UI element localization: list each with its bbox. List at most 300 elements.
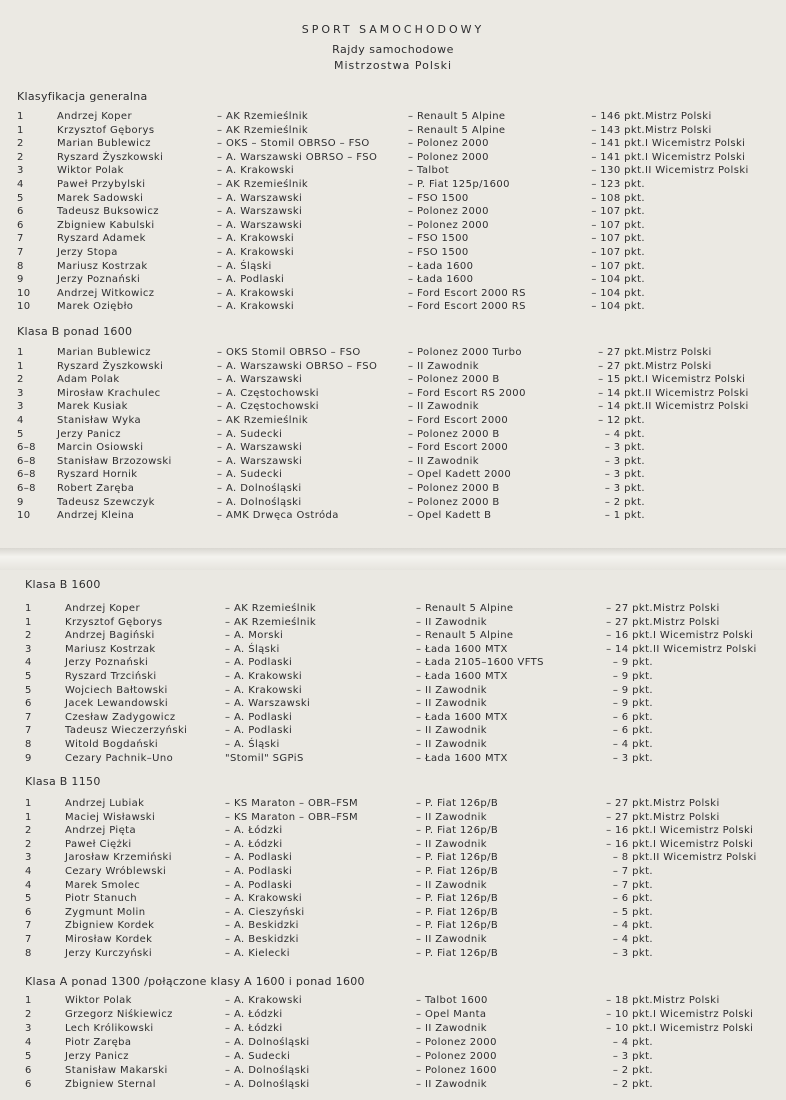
result-row [17, 456, 782, 470]
car-model: – Polonez 2000 [408, 206, 489, 218]
points-cell: – 8 pkt. [612, 852, 653, 864]
points-cell: – 5 pkt. [612, 906, 653, 918]
club-name: – A. Warszawski [217, 455, 303, 467]
rank-cell: 7 [25, 934, 32, 945]
result-row [25, 852, 782, 866]
driver-name: Mirosław Kordek [65, 934, 153, 945]
car-model: – II Zawodnik [416, 838, 487, 850]
rank-cell: 2 [17, 374, 24, 386]
points-cell: – 7 pkt. [612, 879, 653, 891]
car-model: – II Zawodnik [416, 1079, 487, 1090]
driver-name: Zbigniew Kordek [65, 920, 155, 932]
championship-title: I Wicemistrz Polski [653, 825, 754, 837]
driver-name: Stanisław Makarski [65, 1065, 168, 1076]
driver-name: Robert Zaręba [57, 483, 135, 494]
car-model: – P. Fiat 125p/1600 [408, 179, 510, 190]
club-name: – A. Warszawski [217, 374, 303, 386]
car-model: – Polonez 2000 [408, 219, 489, 231]
points-cell: – 4 pkt. [612, 934, 653, 945]
points-cell: – 27 pkt. [598, 360, 645, 372]
club-name: – AK Rzemieślnik [217, 415, 309, 426]
result-row [17, 274, 782, 288]
car-model: – Polonez 2000 B [408, 496, 500, 508]
result-row [25, 893, 782, 907]
club-name: – KS Maraton – OBR–FSM [225, 811, 359, 823]
championship-title: Mistrz Polski [645, 124, 712, 136]
rank-cell: 10 [17, 510, 31, 522]
car-model: – Polonez 2000 [416, 1051, 497, 1062]
driver-name: Mariusz Kostrzak [57, 260, 148, 272]
club-name: – AK Rzemieślnik [217, 111, 309, 122]
result-row [25, 617, 782, 631]
result-row [25, 934, 782, 948]
result-row [25, 825, 782, 839]
points-cell: – 107 pkt. [591, 260, 645, 272]
rank-cell: 4 [25, 1037, 32, 1048]
points-cell: – 12 pkt. [598, 415, 645, 426]
car-model: – II Zawodnik [408, 360, 479, 372]
driver-name: Wiktor Polak [57, 165, 124, 177]
car-model: – Ford Escort 2000 RS [408, 287, 526, 299]
points-cell: – 1 pkt. [604, 510, 645, 522]
driver-name: Mirosław Krachulec [57, 387, 161, 399]
driver-name: Marek Smolec [65, 879, 141, 891]
section-title: Klasa B 1600 [25, 578, 101, 591]
club-name: – A. Dolnośląski [217, 496, 302, 508]
club-name: – A. Krakowski [225, 684, 303, 696]
driver-name: Andrzej Koper [65, 603, 140, 614]
result-row [17, 193, 782, 207]
championship-title: I Wicemistrz Polski [645, 151, 746, 163]
rank-cell: 2 [17, 138, 24, 150]
result-row [17, 179, 782, 193]
result-row [25, 995, 782, 1009]
car-model: – Łada 2105–1600 VFTS [416, 657, 544, 669]
points-cell: – 16 pkt. [606, 838, 653, 850]
result-row [17, 261, 782, 275]
points-cell: – 4 pkt. [612, 739, 653, 750]
rank-cell: 6 [25, 1079, 32, 1090]
driver-name: Zbigniew Kabulski [57, 219, 155, 231]
club-name: – A. Łódzki [225, 825, 283, 837]
points-cell: – 104 pkt. [591, 301, 645, 313]
result-row [25, 920, 782, 934]
result-row [25, 907, 782, 921]
result-row [25, 671, 782, 685]
club-name: – A. Dolnośląski [217, 483, 302, 494]
driver-name: Stanisław Wyka [57, 415, 142, 426]
driver-name: Tadeusz Buksowicz [57, 206, 159, 218]
rank-cell: 6 [25, 906, 32, 918]
points-cell: – 107 pkt. [591, 219, 645, 231]
car-model: – P. Fiat 126p/B [416, 906, 499, 918]
rank-cell: 3 [25, 643, 32, 655]
car-model: – Łada 1600 [408, 260, 474, 272]
club-name: – A. Podlaski [225, 866, 293, 877]
rank-cell: 4 [25, 657, 32, 669]
club-name: – A. Warszawski [217, 206, 303, 218]
club-name: – A. Łódzki [225, 1023, 283, 1034]
rank-cell: 3 [17, 387, 24, 399]
result-row [25, 630, 782, 644]
points-cell: – 6 pkt. [612, 893, 653, 905]
car-model: – II Zawodnik [416, 879, 487, 891]
championship-title: II Wicemistrz Polski [645, 165, 749, 177]
car-model: – II Zawodnik [416, 934, 487, 945]
driver-name: Wiktor Polak [65, 995, 132, 1006]
result-row [25, 798, 782, 812]
rank-cell: 5 [17, 428, 24, 440]
points-cell: – 16 pkt. [606, 825, 653, 837]
result-row [17, 125, 782, 139]
result-row [17, 220, 782, 234]
car-model: – Polonez 2000 Turbo [408, 347, 522, 358]
championship-title: Mistrz Polski [653, 616, 720, 628]
rank-cell: 1 [17, 347, 24, 358]
result-row [25, 603, 782, 617]
driver-name: Paweł Ciężki [65, 838, 132, 850]
result-row [17, 483, 782, 497]
result-row [17, 429, 782, 443]
section-title: Klasyfikacja generalna [17, 90, 148, 103]
points-cell: – 14 pkt. [598, 387, 645, 399]
driver-name: Cezary Pachnik–Uno [65, 752, 174, 764]
rank-cell: 9 [17, 496, 24, 508]
points-cell: – 7 pkt. [612, 866, 653, 877]
driver-name: Jacek Lewandowski [65, 698, 169, 710]
car-model: – P. Fiat 126p/B [416, 798, 499, 809]
result-row [25, 685, 782, 699]
result-row [25, 1037, 782, 1051]
result-row [17, 347, 782, 361]
points-cell: – 9 pkt. [612, 684, 653, 696]
rank-cell: 6 [25, 1065, 32, 1076]
result-row [25, 1009, 782, 1023]
car-model: – Łada 1600 MTX [416, 671, 508, 682]
points-cell: – 9 pkt. [612, 657, 653, 669]
club-name: – A. Cieszyński [225, 906, 305, 918]
result-row [17, 469, 782, 483]
championship-title: Mistrz Polski [645, 111, 712, 122]
rank-cell: 10 [17, 287, 31, 299]
club-name: – AK Rzemieślnik [217, 124, 309, 136]
driver-name: Jerzy Stopa [57, 247, 118, 258]
driver-name: Zbigniew Sternal [65, 1079, 156, 1090]
driver-name: Cezary Wróblewski [65, 866, 167, 877]
points-cell: – 3 pkt. [604, 455, 645, 467]
car-model: – P. Fiat 126p/B [416, 920, 499, 932]
car-model: – Polonez 2000 B [408, 428, 500, 440]
car-model: – Ford Escort 2000 RS [408, 301, 526, 313]
rank-cell: 4 [25, 866, 32, 877]
car-model: – Łada 1600 MTX [416, 711, 508, 723]
rank-cell: 1 [25, 616, 32, 628]
car-model: – II Zawodnik [416, 1023, 487, 1034]
club-name: – A. Śląski [225, 643, 280, 655]
club-name: – A. Śląski [217, 260, 272, 272]
club-name: – A. Kielecki [225, 947, 290, 959]
car-model: – P. Fiat 126p/B [416, 825, 499, 837]
result-row [17, 374, 782, 388]
car-model: – P. Fiat 126p/B [416, 866, 499, 877]
points-cell: – 2 pkt. [604, 496, 645, 508]
driver-name: Krzysztof Gęborys [65, 616, 163, 628]
points-cell: – 9 pkt. [612, 671, 653, 682]
points-cell: – 3 pkt. [604, 483, 645, 494]
car-model: – Polonez 2000 [408, 151, 489, 163]
driver-name: Ryszard Hornik [57, 469, 138, 481]
result-row [17, 247, 782, 261]
car-model: – Talbot [408, 165, 450, 177]
club-name: – A. Dolnośląski [225, 1037, 310, 1048]
club-name: – AK Rzemieślnik [225, 603, 317, 614]
result-row [17, 111, 782, 125]
result-row [17, 497, 782, 511]
points-cell: – 107 pkt. [591, 247, 645, 258]
championship-title: I Wicemistrz Polski [653, 630, 754, 642]
points-cell: – 27 pkt. [598, 347, 645, 358]
driver-name: Ryszard Trzciński [65, 671, 157, 682]
club-name: – A. Podlaski [225, 725, 293, 737]
rank-cell: 2 [25, 838, 32, 850]
page-subtitle-championship: Mistrzostwa Polski [333, 59, 453, 72]
points-cell: – 27 pkt. [606, 616, 653, 628]
car-model: – II Zawodnik [416, 725, 487, 737]
club-name: – A. Krakowski [225, 671, 303, 682]
rank-cell: 7 [25, 711, 32, 723]
rank-cell: 2 [25, 630, 32, 642]
rank-cell: 1 [17, 360, 24, 372]
rank-cell: 6–8 [17, 469, 36, 481]
club-name: – A. Krakowski [217, 247, 295, 258]
points-cell: – 10 pkt. [606, 1023, 653, 1034]
driver-name: Andrzej Lubiak [65, 798, 145, 809]
driver-name: Maciej Wisławski [65, 811, 156, 823]
result-row [25, 880, 782, 894]
club-name: – A. Krakowski [217, 165, 295, 177]
points-cell: – 27 pkt. [606, 811, 653, 823]
points-cell: – 14 pkt. [606, 643, 653, 655]
points-cell: – 27 pkt. [606, 603, 653, 614]
rank-cell: 4 [25, 879, 32, 891]
rank-cell: 5 [17, 192, 24, 204]
points-cell: – 4 pkt. [612, 920, 653, 932]
driver-name: Marek Kusiak [57, 401, 128, 413]
rank-cell: 7 [17, 247, 24, 258]
rank-cell: 4 [17, 179, 24, 190]
car-model: – II Zawodnik [416, 616, 487, 628]
rank-cell: 8 [17, 260, 24, 272]
car-model: – Renault 5 Alpine [416, 630, 514, 642]
driver-name: Jerzy Poznański [57, 274, 141, 286]
driver-name: Marek Oziębło [57, 301, 134, 313]
car-model: – P. Fiat 126p/B [416, 852, 499, 864]
points-cell: – 3 pkt. [612, 947, 653, 959]
points-cell: – 3 pkt. [604, 442, 645, 454]
points-cell: – 141 pkt. [591, 138, 645, 150]
points-cell: – 6 pkt. [612, 711, 653, 723]
car-model: – Renault 5 Alpine [416, 603, 514, 614]
rank-cell: 5 [25, 1051, 32, 1062]
car-model: – II Zawodnik [416, 684, 487, 696]
car-model: – Łada 1600 MTX [416, 752, 508, 764]
rank-cell: 1 [25, 811, 32, 823]
driver-name: Stanisław Brzozowski [57, 455, 172, 467]
driver-name: Marian Bublewicz [57, 347, 151, 358]
rank-cell: 9 [25, 752, 32, 764]
championship-title: II Wicemistrz Polski [653, 643, 757, 655]
points-cell: – 2 pkt. [612, 1065, 653, 1076]
points-cell: – 10 pkt. [606, 1009, 653, 1020]
championship-title: II Wicemistrz Polski [645, 401, 749, 413]
rank-cell: 1 [25, 798, 32, 809]
points-cell: – 4 pkt. [612, 1037, 653, 1048]
club-name: – A. Morski [225, 630, 284, 642]
car-model: – Polonez 2000 B [408, 483, 500, 494]
club-name: – AK Rzemieślnik [217, 179, 309, 190]
result-row [25, 644, 782, 658]
rank-cell: 1 [17, 124, 24, 136]
rank-cell: 6–8 [17, 483, 36, 494]
driver-name: Jerzy Panicz [65, 1051, 129, 1062]
driver-name: Czesław Zadygowicz [65, 711, 176, 723]
championship-title: II Wicemistrz Polski [645, 387, 749, 399]
driver-name: Witold Bogdański [65, 739, 159, 750]
car-model: – P. Fiat 126p/B [416, 893, 499, 905]
driver-name: Andrzej Koper [57, 111, 132, 122]
result-row [17, 233, 782, 247]
rank-cell: 5 [25, 671, 32, 682]
rank-cell: 8 [25, 947, 32, 959]
result-row [25, 1051, 782, 1065]
result-row [25, 1065, 782, 1079]
championship-title: Mistrz Polski [653, 995, 720, 1006]
result-row [25, 812, 782, 826]
page-title: SPORT SAMOCHODOWY [301, 23, 485, 36]
championship-title: I Wicemistrz Polski [653, 1023, 754, 1034]
club-name: – A. Dolnośląski [225, 1079, 310, 1090]
points-cell: – 4 pkt. [604, 428, 645, 440]
club-name: – A. Beskidzki [225, 934, 299, 945]
driver-name: Tadeusz Szewczyk [57, 496, 155, 508]
points-cell: – 2 pkt. [612, 1079, 653, 1090]
rank-cell: 7 [17, 233, 24, 245]
championship-title: I Wicemistrz Polski [645, 138, 746, 150]
club-name: – A. Krakowski [225, 995, 303, 1006]
driver-name: Krzysztof Gęborys [57, 124, 155, 136]
result-row [17, 401, 782, 415]
points-cell: – 3 pkt. [604, 469, 645, 481]
result-row [17, 301, 782, 315]
driver-name: Andrzej Bagiński [65, 630, 155, 642]
driver-name: Paweł Przybylski [57, 179, 146, 190]
rank-cell: 9 [17, 274, 24, 286]
points-cell: – 107 pkt. [591, 233, 645, 245]
driver-name: Tadeusz Wieczerzyński [65, 725, 188, 737]
driver-name: Wojciech Bałtowski [65, 684, 168, 696]
driver-name: Andrzej Kleina [57, 510, 135, 522]
driver-name: Ryszard Żyszkowski [57, 151, 164, 163]
club-name: – A. Łódzki [225, 838, 283, 850]
club-name: "Stomil" SGPiS [225, 752, 304, 764]
rank-cell: 1 [17, 111, 24, 122]
car-model: – P. Fiat 126p/B [416, 947, 499, 959]
car-model: – Ford Escort RS 2000 [408, 387, 526, 399]
driver-name: Jerzy Panicz [57, 428, 121, 440]
result-row [17, 442, 782, 456]
page-subtitle-rallies: Rajdy samochodowe [332, 43, 454, 56]
rank-cell: 6 [25, 698, 32, 710]
car-model: – Polonez 2000 [408, 138, 489, 150]
result-row [17, 415, 782, 429]
result-row [25, 1079, 782, 1093]
page-fold [0, 548, 786, 570]
points-cell: – 6 pkt. [612, 725, 653, 737]
driver-name: Adam Polak [57, 374, 120, 386]
car-model: – Polonez 2000 B [408, 374, 500, 386]
club-name: – A. Częstochowski [217, 401, 319, 413]
points-cell: – 104 pkt. [591, 274, 645, 286]
result-row [17, 510, 782, 524]
result-row [17, 165, 782, 179]
rank-cell: 3 [17, 401, 24, 413]
points-cell: – 104 pkt. [591, 287, 645, 299]
section-title: Klasa B ponad 1600 [17, 325, 133, 338]
driver-name: Piotr Zaręba [65, 1037, 132, 1048]
result-row [25, 1023, 782, 1037]
driver-name: Marian Bublewicz [57, 138, 151, 150]
club-name: – A. Warszawski [217, 442, 303, 454]
club-name: – A. Częstochowski [217, 387, 319, 399]
rank-cell: 6–8 [17, 455, 36, 467]
section-title: Klasa A ponad 1300 /połączone klasy A 1600 i ponad 1600 [25, 975, 365, 988]
rank-cell: 6 [17, 206, 24, 218]
car-model: – Talbot 1600 [416, 995, 488, 1006]
car-model: – Polonez 2000 [416, 1037, 497, 1048]
club-name: – A. Podlaski [225, 711, 293, 723]
rank-cell: 1 [25, 995, 32, 1006]
rank-cell: 8 [25, 739, 32, 750]
championship-title: Mistrz Polski [653, 603, 720, 614]
points-cell: – 15 pkt. [598, 374, 645, 386]
club-name: – KS Maraton – OBR–FSM [225, 798, 359, 809]
points-cell: – 3 pkt. [612, 1051, 653, 1062]
championship-title: Mistrz Polski [653, 798, 720, 809]
result-row [17, 206, 782, 220]
car-model: – Opel Manta [416, 1009, 487, 1020]
points-cell: – 130 pkt. [591, 165, 645, 177]
rank-cell: 3 [17, 165, 24, 177]
rank-cell: 7 [25, 725, 32, 737]
driver-name: Mariusz Kostrzak [65, 643, 156, 655]
club-name: – A. Podlaski [225, 657, 293, 669]
driver-name: Piotr Stanuch [65, 893, 138, 905]
driver-name: Jarosław Krzemiński [65, 852, 172, 864]
driver-name: Andrzej Pięta [65, 825, 136, 837]
points-cell: – 14 pkt. [598, 401, 645, 413]
car-model: – Opel Kadett 2000 [408, 469, 512, 481]
club-name: – A. Podlaski [225, 852, 293, 864]
club-name: – AMK Drwęca Ostróda [217, 510, 339, 522]
championship-title: I Wicemistrz Polski [653, 1009, 754, 1020]
club-name: – A. Krakowski [225, 893, 303, 905]
rank-cell: 2 [25, 1009, 32, 1020]
car-model: – Łada 1600 [408, 274, 474, 286]
driver-name: Marcin Osiowski [57, 442, 144, 454]
car-model: – Opel Kadett B [408, 510, 492, 522]
rank-cell: 4 [17, 415, 24, 426]
result-row [25, 866, 782, 880]
